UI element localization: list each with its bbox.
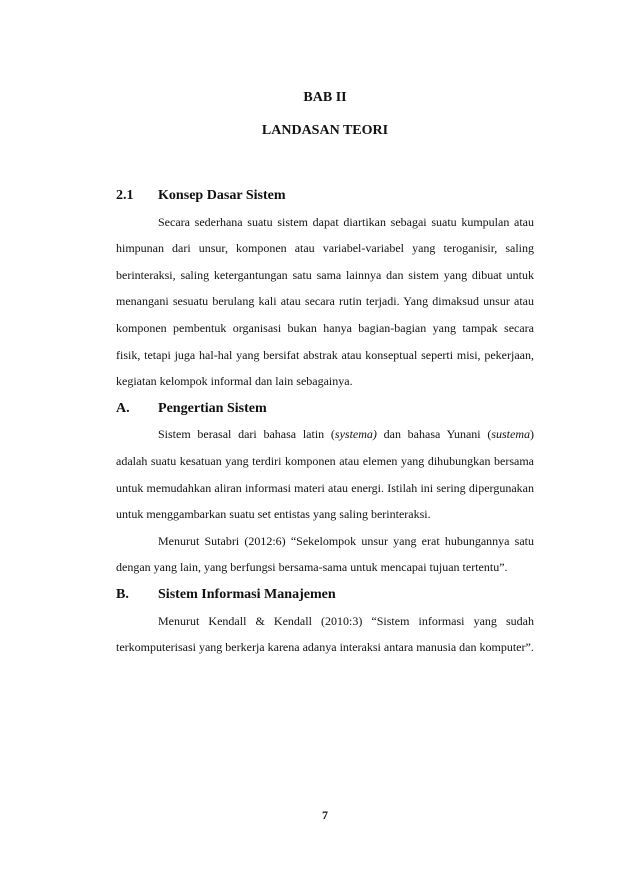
section-heading-2-1 (116, 182, 534, 209)
section-title: Pengertian Sistem (158, 399, 267, 416)
paragraph-kendall-quote: Menurut Kendall & Kendall (2010:3) “Sistem informasi yang sudah terkomputerisasi yang berkerja karena adanya interaksi antara manusia dan komputer”. (116, 613, 534, 655)
text-run: dan bahasa Yunani ( (376, 427, 492, 442)
section-number: B. (116, 585, 129, 602)
section-number: A. (116, 399, 130, 416)
text-run: Sistem berasal dari bahasa latin ( (158, 427, 335, 442)
latin-term: systema) (334, 427, 377, 442)
chapter-title: LANDASAN TEORI (261, 123, 389, 138)
page-number: 7 (322, 808, 328, 822)
section-heading-b (116, 581, 534, 608)
section-title: Konsep Dasar Sistem (158, 187, 286, 203)
paragraph-konsep-dasar: Secara sederhana suatu sistem dapat diartikan sebagai suatu kumpulan atau himpunan dari unsur, komponen atau variabel-variabel yang teroganisir, saling berinteraksi, saling ketergantungan satu sama lainnya dan sistem yang dibuat untuk menangani sesuatu berulang kali atau secara rutin terjadi. Yang dimaksud unsur atau komponen pembentuk organisasi bukan hanya bagian-bagian yang tampak secara fisik, tetapi juga hal-hal yang bersifat abstrak atau konseptual seperti misi, pekerjaan, kegiatan kelompok informal dan lain sebagainya. (116, 214, 534, 389)
section-number: 2.1 (116, 187, 134, 203)
text-run: ) adalah suatu kesatuan yang terdiri komponen atau elemen yang dihubungkan bersama untuk memudahkan aliran informasi materi atau energi. Istilah ini sering dipergunakan untuk menggambarkan suatu set entistas yang saling berinteraksi. (116, 427, 534, 522)
section-title: Sistem Informasi Manajemen (158, 585, 336, 602)
paragraph-pengertian-sistem (116, 421, 534, 527)
chapter-number: BAB II (303, 90, 347, 105)
greek-term: sustema (491, 427, 530, 442)
chapter-content (116, 182, 534, 661)
paragraph-sutabri-quote: Menurut Sutabri (2012:6) “Sekelompok unsur yang erat hubungannya satu dengan yang lain, yang berfungsi bersama-sama untuk mencapai tujuan tertentu”. (116, 533, 534, 575)
section-heading-a (116, 395, 534, 422)
